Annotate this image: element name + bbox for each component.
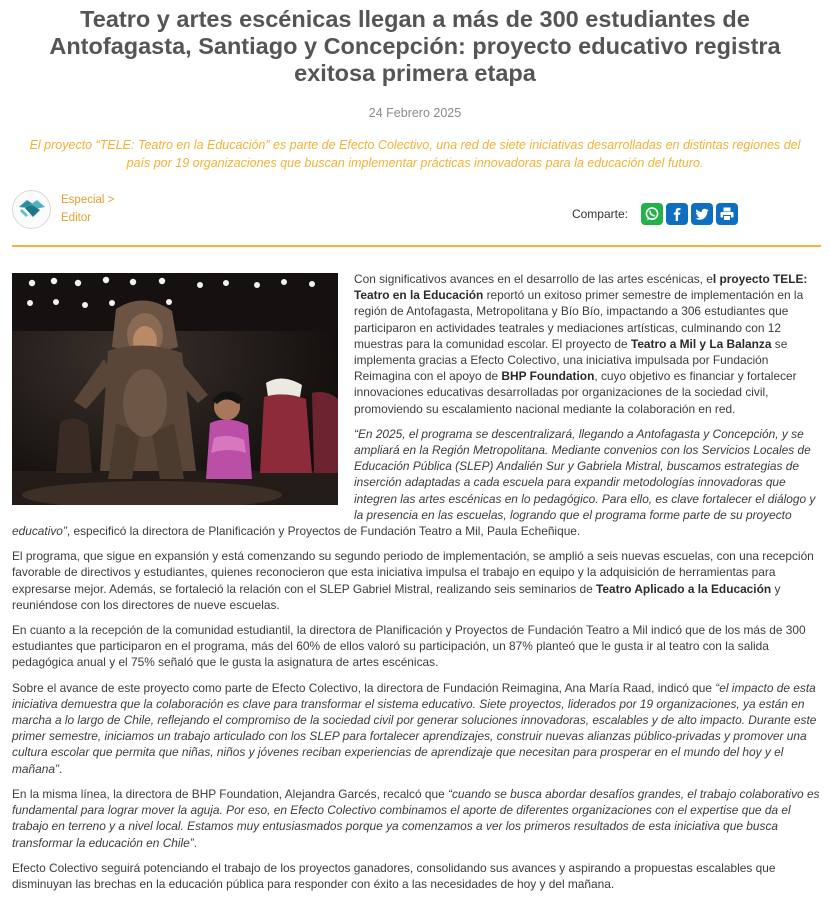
author-role: Editor — [61, 212, 92, 224]
whatsapp-share-button[interactable] — [641, 203, 663, 225]
print-icon — [719, 206, 735, 222]
whatsapp-icon — [644, 206, 660, 222]
paragraph-closing: Efecto Colectivo seguirá potenciando el trabajo de los proyectos ganadores, consolidando sus avances y aspirando a propuestas escalables que disminuyan las brechas en la educación pública para responder con éxito a las necesidades de hoy y del mañana. — [12, 860, 776, 891]
facebook-share-button[interactable] — [666, 203, 688, 225]
paragraph-expansion: El programa, que sigue en expansión y está comenzando su segundo periodo de implementación, se amplió a seis nuevas escuelas, con una recepción favorable de directivos y estudiantes, quienes reconocieron que esta iniciativa impulsa el trabajo en equipo y la adquisición de herramientas para expresarse mejor. Además, se fortaleció la relación con el SLEP Gabriel Mistral, realizando seis seminarios de Teatro Aplicado a la Educación y reuniéndose con los directores de nueve escuelas. — [12, 549, 814, 612]
author-category-link[interactable]: Especial > — [61, 194, 115, 206]
twitter-icon — [694, 206, 710, 222]
handshake-logo-icon — [16, 193, 48, 225]
share-label: Comparte: — [571, 207, 628, 221]
print-share-button[interactable] — [716, 203, 738, 225]
paragraph-quote-echenique: “En 2025, el programa se descentralizará, llegando a Antofagasta y Concepción, y se ampliará en la Región Metropolitana. Mediante convenios con los Servicios Locales de Educación Pública (SLEP) Andalién Sur y Gabriela Mistral, buscamos estrategias de inserción adaptadas a cada escuela para expandir metodologías innovadoras que integren las artes escénicas en lo pedagógico. Para ello, es clave fortalecer el diálogo y la presencia en las escuelas, logrando que el programa forme parte de su proyecto educativo”, especificó la directora de Planificación y Proyectos de Fundación Teatro a Mil, Paula Echeñique. — [12, 426, 816, 539]
article-photo[interactable] — [12, 273, 338, 505]
paragraph-student-reception: En cuanto a la recepción de la comunidad estudiantil, la directora de Planificación y Proyectos de Fundación Teatro a Mil indicó que de los más de 300 estudiantes que participaron en el programa, más del 60% de ellos valoró su participación, un 87% planteó que le gusta ir al teatro con la salida pedagógica anual y el 75% señaló que le gusta la asignatura de artes escénicas. — [12, 623, 806, 670]
header-divider — [12, 245, 821, 247]
author-avatar[interactable] — [12, 190, 51, 229]
share-bar — [572, 203, 738, 225]
paragraph-quote-garces: En la misma línea, la directora de BHP Foundation, Alejandra Garcés, recalcó que “cuando se busca abordar desafíos grandes, el trabajo colaborativo es fundamental para lograr mover la aguja. Por eso, en Efecto Colectivo combinamos el aporte de diferentes organizaciones con el expertise que da el trabajo en terreno y a nivel local. Estamos muy entusiasmados porque ya comenzamos a ver los primeros resultados de esta iniciativa que busca transformar la educación en Chile”. — [12, 786, 820, 850]
article-body — [12, 271, 820, 901]
article-lead: El proyecto “TELE: Teatro en la Educación” es parte de Efecto Colectivo, una red de siete iniciativas desarrolladas en distintas regiones del país por 19 organizaciones que buscan implementar prácticas innovadoras para la educación del futuro. — [29, 138, 801, 170]
author-block — [12, 188, 114, 230]
paragraph-quote-raad: Sobre el avance de este proyecto como parte de Efecto Colectivo, la directora de Fundación Reimagina, Ana María Raad, indicó que “el impacto de esta iniciativa demuestra que la colaboración es clave para transformar el sistema educativo. Siete proyectos, liderados por 19 organizaciones, ya están en marcha a lo largo de Chile, reflejando el compromiso de la sociedad civil por generar soluciones innovadoras, escalables y de alto impacto. Durante este primer semestre, iniciamos un trabajo articulado con los SLEP para fortalecer aprendizajes, construir nuevas alianzas público-privadas y promover una cultura escolar que permita que niñas, niños y jóvenes reciban experiencias de aprendizaje que necesitan para prosperar en el mundo del hoy y el mañana”. — [12, 680, 817, 776]
paragraph-intro: Con significativos avances en el desarrollo de las artes escénicas, el proyecto TELE: Teatro en la Educación reportó un exitoso primer semestre de implementación en la región de Antofagasta, Metropolitana y Bío Bío, impactando a 306 estudiantes que participaron en actividades teatrales y mediaciones artísticas, culminando con 12 muestras para la comunidad escolar. El proyecto de Teatro a Mil y La Balanza se implementa gracias a Efecto Colectivo, una iniciativa impulsada por Fundación Reimagina con el apoyo de BHP Foundation, cuyo objetivo es financiar y fortalecer innovaciones educativas desarrolladas por organizaciones de la sociedad civil, promoviendo su escalamiento nacional mediante la colaboración en red. — [354, 272, 808, 416]
facebook-icon — [669, 206, 685, 222]
twitter-share-button[interactable] — [691, 203, 713, 225]
publish-date: 24 Febrero 2025 — [368, 106, 462, 120]
article-title: Teatro y artes escénicas llegan a más de 300 estudiantes de Antofagasta, Santiago y Concepción: proyecto educativo registra exitosa primera etapa — [49, 6, 781, 86]
